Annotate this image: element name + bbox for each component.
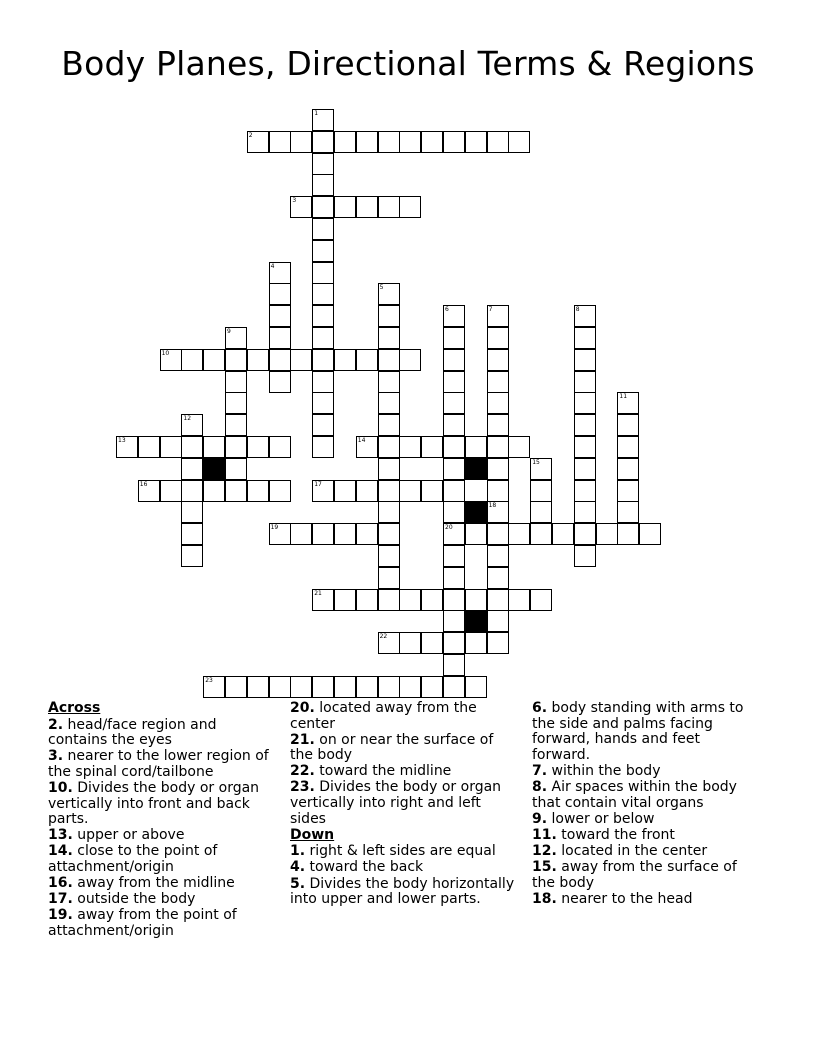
clue-text: within the body <box>547 762 661 779</box>
grid-cell[interactable] <box>378 305 400 327</box>
down-clue <box>532 844 762 860</box>
clue-text: right & left sides are equal <box>305 843 496 860</box>
clue-text: toward the back <box>305 859 424 876</box>
down-clue <box>290 860 520 876</box>
down-clue <box>532 780 762 811</box>
grid-cell[interactable] <box>421 131 443 153</box>
grid-cell[interactable] <box>269 262 291 284</box>
grid-cell[interactable] <box>443 458 465 480</box>
down-clue <box>290 844 520 860</box>
grid-cell[interactable] <box>574 501 596 523</box>
grid-cell[interactable] <box>443 610 465 632</box>
clues-column-1 <box>48 701 278 940</box>
grid-cell[interactable] <box>312 349 334 371</box>
grid-cell[interactable] <box>596 523 618 545</box>
clue-number: 15 <box>532 458 540 466</box>
grid-cell[interactable] <box>378 327 400 349</box>
clue-number-label: 21. <box>290 731 315 748</box>
clue-number: 10 <box>161 349 170 357</box>
grid-cell[interactable] <box>225 392 247 414</box>
grid-cell[interactable] <box>312 240 334 262</box>
grid-cell[interactable] <box>399 436 421 458</box>
clue-text: body standing with arms to the side and palms facing forward, hands and feet forward. <box>532 700 744 763</box>
grid-cell[interactable] <box>378 436 400 458</box>
grid-cell[interactable] <box>487 567 509 589</box>
clue-text: lower or below <box>547 810 655 827</box>
grid-cell[interactable] <box>312 589 334 611</box>
grid-cell[interactable] <box>508 436 530 458</box>
grid-cell[interactable] <box>443 501 465 523</box>
grid-cell[interactable] <box>334 196 356 218</box>
grid-cell[interactable] <box>356 131 378 153</box>
grid-cell[interactable] <box>552 523 574 545</box>
page-title: Body Planes, Directional Terms & Regions <box>61 44 755 83</box>
grid-cell[interactable] <box>530 523 552 545</box>
clue-text: toward the front <box>556 826 675 843</box>
grid-cell[interactable] <box>443 523 465 545</box>
black-square <box>465 610 487 632</box>
grid-cell[interactable] <box>465 436 487 458</box>
grid-cell[interactable] <box>639 523 661 545</box>
grid-cell[interactable] <box>247 349 269 371</box>
grid-cell[interactable] <box>247 131 269 153</box>
across-clue <box>48 718 278 749</box>
grid-cell[interactable] <box>443 392 465 414</box>
grid-cell[interactable] <box>487 414 509 436</box>
grid-cell[interactable] <box>487 349 509 371</box>
grid-cell[interactable] <box>312 218 334 240</box>
grid-cell[interactable] <box>334 523 356 545</box>
grid-cell[interactable] <box>312 676 334 698</box>
grid-cell[interactable] <box>574 436 596 458</box>
grid-cell[interactable] <box>203 676 225 698</box>
down-clue <box>532 764 762 780</box>
down-clue <box>532 812 762 828</box>
grid-cell[interactable] <box>312 327 334 349</box>
black-square <box>465 501 487 523</box>
across-clue <box>48 749 278 780</box>
grid-cell[interactable] <box>399 480 421 502</box>
grid-cell[interactable] <box>617 392 639 414</box>
grid-cell[interactable] <box>465 676 487 698</box>
across-heading: Across <box>48 700 101 716</box>
grid-cell[interactable] <box>574 414 596 436</box>
grid-cell[interactable] <box>530 458 552 480</box>
grid-cell[interactable] <box>356 523 378 545</box>
grid-cell[interactable] <box>574 327 596 349</box>
clue-number-label: 8. <box>532 778 548 795</box>
clue-number: 1 <box>314 110 319 117</box>
across-clue <box>48 876 278 892</box>
grid-cell[interactable] <box>487 501 509 523</box>
grid-cell[interactable] <box>508 589 530 611</box>
grid-cell[interactable] <box>399 131 421 153</box>
grid-cell[interactable] <box>378 501 400 523</box>
grid-cell[interactable] <box>487 371 509 393</box>
grid-cell[interactable] <box>203 436 225 458</box>
clue-number-label: 4. <box>290 859 306 876</box>
clue-text: away from the point of attachment/origin <box>48 907 237 939</box>
clue-number: 12 <box>183 415 192 423</box>
grid-cell[interactable] <box>181 414 203 436</box>
grid-cell[interactable] <box>334 349 356 371</box>
clue-number: 23 <box>205 676 213 684</box>
grid-cell[interactable] <box>443 414 465 436</box>
grid-cell[interactable] <box>617 414 639 436</box>
clue-text: away from the surface of the body <box>532 858 737 891</box>
clue-number-label: 10. <box>48 779 73 796</box>
grid-cell[interactable] <box>160 436 182 458</box>
grid-cell[interactable] <box>225 349 247 371</box>
down-heading: Down <box>290 826 335 843</box>
grid-cell[interactable] <box>269 436 291 458</box>
grid-cell[interactable] <box>465 589 487 611</box>
grid-cell[interactable] <box>443 589 465 611</box>
grid-cell[interactable] <box>356 349 378 371</box>
across-clue <box>290 780 520 827</box>
clue-text: Divides the body horizontally into upper and lower parts. <box>290 875 515 908</box>
clue-text: away from the midline <box>72 875 235 892</box>
across-clue <box>48 828 278 844</box>
grid-cell[interactable] <box>617 501 639 523</box>
grid-cell[interactable] <box>399 589 421 611</box>
grid-cell[interactable] <box>574 392 596 414</box>
grid-cell[interactable] <box>378 196 400 218</box>
across-clue <box>290 764 520 780</box>
clue-number: 9 <box>227 328 231 335</box>
down-clue <box>532 701 762 763</box>
grid-cell[interactable] <box>312 196 334 218</box>
across-clue <box>48 892 278 908</box>
clue-number-label: 22. <box>290 763 315 780</box>
across-clue <box>48 844 278 875</box>
grid-cell[interactable] <box>487 305 509 327</box>
grid-cell[interactable] <box>399 676 421 698</box>
grid-cell[interactable] <box>508 523 530 545</box>
clue-number-label: 17. <box>48 891 73 908</box>
grid-cell[interactable] <box>312 371 334 393</box>
clues-column-3 <box>532 701 762 908</box>
grid-cell[interactable] <box>443 436 465 458</box>
grid-cell[interactable] <box>574 349 596 371</box>
grid-cell[interactable] <box>574 305 596 327</box>
grid-cell[interactable] <box>225 480 247 502</box>
clue-text: located in the center <box>556 842 708 859</box>
across-clue <box>290 733 520 764</box>
grid-cell[interactable] <box>574 523 596 545</box>
grid-cell[interactable] <box>574 458 596 480</box>
clue-number-label: 12. <box>532 842 557 859</box>
grid-cell[interactable] <box>312 131 334 153</box>
grid-cell[interactable] <box>203 349 225 371</box>
grid-cell[interactable] <box>356 480 378 502</box>
grid-cell[interactable] <box>465 523 487 545</box>
grid-cell[interactable] <box>443 305 465 327</box>
clue-number: 13 <box>118 437 126 444</box>
grid-cell[interactable] <box>378 349 400 371</box>
grid-cell[interactable] <box>312 392 334 414</box>
grid-cell[interactable] <box>269 305 291 327</box>
grid-cell[interactable] <box>378 567 400 589</box>
grid-cell[interactable] <box>508 131 530 153</box>
grid-cell[interactable] <box>269 676 291 698</box>
grid-cell[interactable] <box>312 262 334 284</box>
grid-cell[interactable] <box>443 480 465 502</box>
grid-cell[interactable] <box>378 676 400 698</box>
grid-cell[interactable] <box>334 131 356 153</box>
grid-cell[interactable] <box>334 676 356 698</box>
grid-cell[interactable] <box>312 523 334 545</box>
grid-cell[interactable] <box>181 480 203 502</box>
clue-number: 18 <box>488 502 497 510</box>
grid-cell[interactable] <box>617 436 639 458</box>
clue-number: 22 <box>379 633 388 641</box>
grid-cell[interactable] <box>356 436 378 458</box>
clue-text: toward the midline <box>314 763 452 780</box>
grid-cell[interactable] <box>116 436 138 458</box>
grid-cell[interactable] <box>530 589 552 611</box>
clue-number: 19 <box>270 524 279 532</box>
clue-number-label: 19. <box>48 907 73 924</box>
grid-cell[interactable] <box>290 523 312 545</box>
grid-cell[interactable] <box>312 283 334 305</box>
clue-text: nearer to the head <box>556 890 693 907</box>
clue-number-label: 14. <box>48 843 73 860</box>
across-clue <box>290 701 520 732</box>
grid-cell[interactable] <box>487 436 509 458</box>
across-clue <box>48 908 278 939</box>
grid-cell[interactable] <box>334 480 356 502</box>
clue-number-label: 2. <box>48 716 64 733</box>
grid-cell[interactable] <box>399 196 421 218</box>
grid-cell[interactable] <box>487 632 509 654</box>
grid-cell[interactable] <box>269 349 291 371</box>
black-square <box>465 458 487 480</box>
grid-cell[interactable] <box>378 523 400 545</box>
grid-cell[interactable] <box>530 480 552 502</box>
grid-cell[interactable] <box>574 480 596 502</box>
grid-cell[interactable] <box>487 392 509 414</box>
down-clue <box>290 877 520 908</box>
grid-cell[interactable] <box>617 480 639 502</box>
grid-cell[interactable] <box>378 632 400 654</box>
grid-cell[interactable] <box>487 131 509 153</box>
grid-cell[interactable] <box>530 501 552 523</box>
clue-text: Divides the body or organ vertically into right and left sides <box>290 779 502 827</box>
grid-cell[interactable] <box>421 632 443 654</box>
grid-cell[interactable] <box>181 349 203 371</box>
grid-cell[interactable] <box>312 174 334 196</box>
grid-cell[interactable] <box>181 436 203 458</box>
clue-number-label: 7. <box>532 762 548 779</box>
grid-cell[interactable] <box>225 436 247 458</box>
grid-cell[interactable] <box>290 131 312 153</box>
clue-number: 17 <box>314 480 322 488</box>
grid-cell[interactable] <box>269 523 291 545</box>
grid-cell[interactable] <box>225 371 247 393</box>
clue-number: 11 <box>619 393 628 401</box>
grid-cell[interactable] <box>443 131 465 153</box>
clue-number: 5 <box>379 284 384 292</box>
grid-cell[interactable] <box>443 632 465 654</box>
grid-cell[interactable] <box>574 545 596 567</box>
clue-text: on or near the surface of the body <box>290 731 494 764</box>
grid-cell[interactable] <box>443 371 465 393</box>
grid-cell[interactable] <box>247 436 269 458</box>
grid-cell[interactable] <box>312 480 334 502</box>
clue-number-label: 15. <box>532 858 557 875</box>
clue-text: outside the body <box>72 891 196 908</box>
grid-cell[interactable] <box>443 676 465 698</box>
clue-number-label: 23. <box>290 779 315 796</box>
clue-text: located away from the center <box>290 700 477 732</box>
clue-number: 21 <box>314 589 322 597</box>
grid-cell[interactable] <box>487 610 509 632</box>
grid-cell[interactable] <box>247 676 269 698</box>
grid-cell[interactable] <box>138 436 160 458</box>
grid-cell[interactable] <box>378 371 400 393</box>
clue-number: 16 <box>139 480 148 488</box>
grid-cell[interactable] <box>443 545 465 567</box>
grid-cell[interactable] <box>399 632 421 654</box>
grid-cell[interactable] <box>443 654 465 676</box>
grid-cell[interactable] <box>378 545 400 567</box>
grid-cell[interactable] <box>160 480 182 502</box>
grid-cell[interactable] <box>487 523 509 545</box>
clue-number-label: 9. <box>532 810 548 827</box>
clue-number-label: 20. <box>290 700 315 716</box>
grid-cell[interactable] <box>487 458 509 480</box>
grid-cell[interactable] <box>465 131 487 153</box>
grid-cell[interactable] <box>290 196 312 218</box>
down-clue <box>532 828 762 844</box>
grid-cell[interactable] <box>290 349 312 371</box>
clue-text: close to the point of attachment/origin <box>48 843 218 875</box>
grid-cell[interactable] <box>334 589 356 611</box>
grid-cell[interactable] <box>203 480 225 502</box>
grid-cell[interactable] <box>247 480 269 502</box>
grid-cell[interactable] <box>356 589 378 611</box>
clue-text: Divides the body or organ vertically into front and back parts. <box>48 779 260 828</box>
clue-text: upper or above <box>72 827 185 844</box>
clue-number: 4 <box>270 262 275 270</box>
clue-number: 8 <box>575 306 580 314</box>
grid-cell[interactable] <box>378 131 400 153</box>
grid-cell[interactable] <box>378 414 400 436</box>
grid-cell[interactable] <box>312 436 334 458</box>
grid-cell[interactable] <box>138 480 160 502</box>
clue-text: head/face region and contains the eyes <box>48 716 217 749</box>
grid-cell[interactable] <box>181 545 203 567</box>
clue-number-label: 16. <box>48 875 73 892</box>
grid-cell[interactable] <box>443 349 465 371</box>
down-clue <box>532 892 762 908</box>
grid-cell[interactable] <box>617 458 639 480</box>
grid-cell[interactable] <box>378 480 400 502</box>
grid-cell[interactable] <box>421 480 443 502</box>
clue-number-label: 6. <box>532 700 548 716</box>
clue-number: 6 <box>445 306 449 314</box>
clue-number-label: 18. <box>532 890 557 907</box>
grid-cell[interactable] <box>312 414 334 436</box>
across-clue <box>48 781 278 828</box>
grid-cell[interactable] <box>487 480 509 502</box>
clue-text: Air spaces within the body that contain vital organs <box>532 778 737 811</box>
grid-cell[interactable] <box>443 327 465 349</box>
grid-cell[interactable] <box>421 436 443 458</box>
grid-cell[interactable] <box>181 458 203 480</box>
grid-cell[interactable] <box>225 458 247 480</box>
grid-cell[interactable] <box>312 305 334 327</box>
grid-cell[interactable] <box>181 501 203 523</box>
grid-cell[interactable] <box>160 349 182 371</box>
clue-number: 3 <box>292 197 297 205</box>
grid-cell[interactable] <box>225 414 247 436</box>
grid-cell[interactable] <box>356 196 378 218</box>
grid-cell[interactable] <box>269 371 291 393</box>
grid-cell[interactable] <box>421 676 443 698</box>
grid-cell[interactable] <box>269 131 291 153</box>
grid-cell[interactable] <box>574 371 596 393</box>
clue-number-label: 1. <box>290 843 306 860</box>
clues-column-2 <box>290 701 520 908</box>
grid-cell[interactable] <box>378 458 400 480</box>
clue-number: 2 <box>248 131 253 139</box>
grid-cell[interactable] <box>225 676 247 698</box>
grid-cell[interactable] <box>487 589 509 611</box>
grid-cell[interactable] <box>399 349 421 371</box>
grid-cell[interactable] <box>378 589 400 611</box>
grid-cell[interactable] <box>290 676 312 698</box>
grid-cell[interactable] <box>421 589 443 611</box>
grid-cell[interactable] <box>269 480 291 502</box>
grid-cell[interactable] <box>269 327 291 349</box>
grid-cell[interactable] <box>443 567 465 589</box>
grid-cell[interactable] <box>269 283 291 305</box>
clue-number-label: 3. <box>48 748 64 765</box>
clue-number: 7 <box>488 306 493 314</box>
grid-cell[interactable] <box>312 109 334 131</box>
grid-cell[interactable] <box>465 632 487 654</box>
grid-cell[interactable] <box>356 676 378 698</box>
clue-number-label: 11. <box>532 826 557 843</box>
down-clue <box>532 860 762 891</box>
clue-number-label: 5. <box>290 875 306 892</box>
black-square <box>203 458 225 480</box>
grid-cell[interactable] <box>487 545 509 567</box>
grid-cell[interactable] <box>617 523 639 545</box>
grid-cell[interactable] <box>225 327 247 349</box>
grid-cell[interactable] <box>181 523 203 545</box>
clue-number: 20 <box>445 524 453 532</box>
grid-cell[interactable] <box>378 283 400 305</box>
clue-text: nearer to the lower region of the spinal cord/tailbone <box>48 748 269 780</box>
grid-cell[interactable] <box>312 153 334 175</box>
clue-number: 14 <box>357 437 366 444</box>
grid-cell[interactable] <box>378 392 400 414</box>
grid-cell[interactable] <box>487 327 509 349</box>
clue-number-label: 13. <box>48 827 73 844</box>
